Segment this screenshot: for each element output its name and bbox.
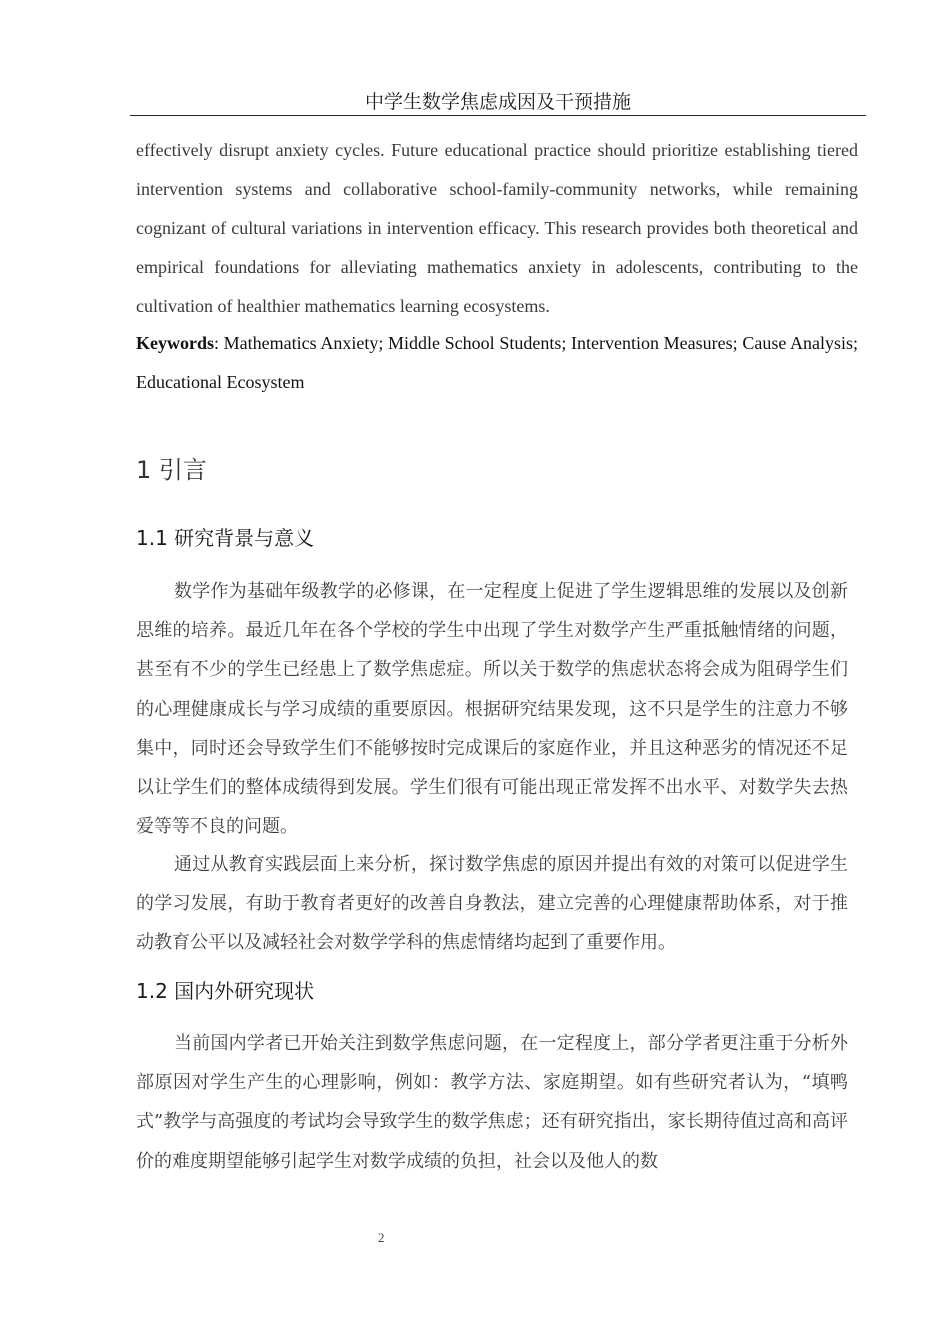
- subsection-heading-research-status: 1.2 国内外研究现状: [136, 979, 315, 1003]
- keywords-list: : Mathematics Anxiety; Middle School Students; Intervention Measures; Cause Analysis; Educational Ecosystem: [136, 333, 858, 392]
- page-number: 2: [378, 1230, 385, 1245]
- keywords-line: [136, 324, 858, 402]
- paragraph-background-1: 数学作为基础年级教学的必修课，在一定程度上促进了学生逻辑思维的发展以及创新思维的培养。最近几年在各个学校的学生中出现了学生对数学产生严重抵触情绪的问题，甚至有不少的学生已经患上了数学焦虑症。所以关于数学的焦虑状态将会成为阻碍学生们的心理健康成长与学习成绩的重要原因。根据研究结果发现，这不只是学生的注意力不够集中，同时还会导致学生们不能够按时完成课后的家庭作业，并且这种恶劣的情况还不足以让学生们的整体成绩得到发展。学生们很有可能出现正常发挥不出水平、对数学失去热爱等等不良的问题。: [136, 581, 848, 838]
- subsection-heading-background: 1.1 研究背景与意义: [136, 526, 315, 550]
- abstract-english-continuation: effectively disrupt anxiety cycles. Future educational practice should prioritize establishing tiered intervention systems and collaborative school-family-community networks, while remaining cognizant of cultural variations in intervention efficacy. This research provides both theoretical and empirical foundations for alleviating mathematics anxiety in adolescents, contributing to the cultivation of healthier mathematics learning ecosystems.: [136, 140, 858, 316]
- section-heading-introduction: 1 引言: [136, 456, 207, 484]
- paragraph-background-2: 通过从教育实践层面上来分析，探讨数学焦虑的原因并提出有效的对策可以促进学生的学习发展，有助于教育者更好的改善自身教法，建立完善的心理健康帮助体系，对于推动教育公平以及减轻社会对数学学科的焦虑情绪均起到了重要作用。: [136, 854, 848, 954]
- header-rule: [130, 115, 866, 116]
- keywords-label: Keywords: [136, 333, 214, 353]
- paragraph-research-status-1: 当前国内学者已开始关注到数学焦虑问题，在一定程度上，部分学者更注重于分析外部原因对学生产生的心理影响，例如：教学方法、家庭期望。如有些研究者认为，“填鸭式”教学与高强度的考试均会导致学生的数学焦虑；还有研究指出，家长期待值过高和高评价的难度期望能够引起学生对数学成绩的负担，社会以及他人的数: [136, 1033, 848, 1172]
- running-header-title: 中学生数学焦虑成因及干预措施: [364, 91, 631, 113]
